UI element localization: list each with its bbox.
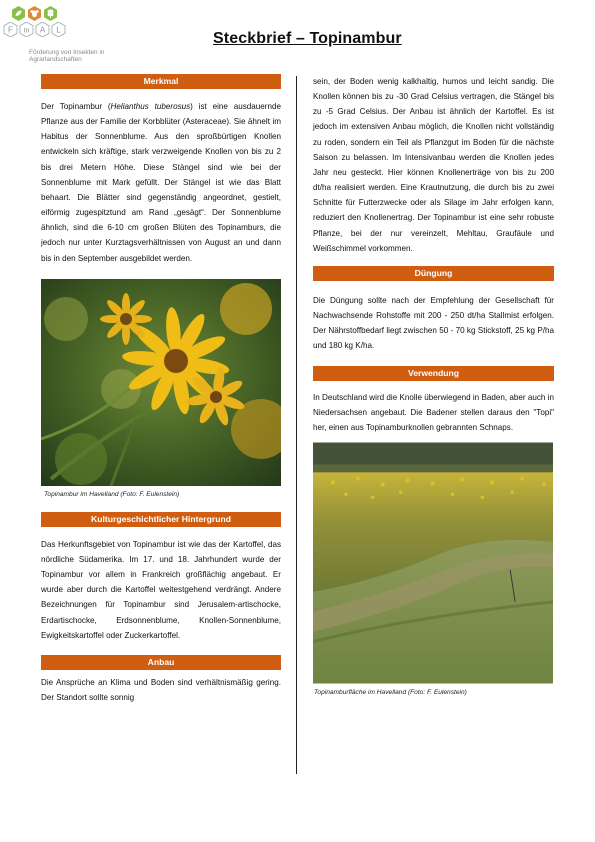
svg-text:In: In <box>23 27 30 35</box>
photo-field <box>313 442 554 684</box>
bee-icon <box>27 6 42 21</box>
topinambur-flower-image <box>41 279 281 486</box>
page-title: Steckbrief – Topinambur <box>213 30 402 47</box>
logo-letter-in <box>19 22 34 37</box>
photo-caption-flower: Topinambur im Havelland (Foto: F. Eulenstein) <box>44 490 180 498</box>
section-header-anbau: Anbau <box>41 655 281 670</box>
latin-name: Helianthus tuberosus <box>110 102 191 111</box>
column-divider <box>296 76 297 774</box>
svg-text:A: A <box>39 25 46 35</box>
section-text-anbau-left: Die Ansprüche an Klima und Boden sind verhältnismäßig gering. Der Standort sollte sonnig <box>41 677 281 702</box>
left-column <box>41 74 281 705</box>
section-text-duengung: Die Düngung sollte nach der Empfehlung der Gesellschaft für Nachwachsende Rohstoffe mit 200 - 250 dt/ha Stallmist erfolgen. Der Nährstoffbedarf liegt zwischen 50 - 70 kg Stickstoff, 25 kg P/ha und 180 kg K/ha. <box>313 295 554 351</box>
section-text-anbau-right: sein, der Boden wenig kalkhaltig, humos und leicht sandig. Die Knollen können bis zu -30 Grad Celsius vertragen, die Stängel bis zu -5 Grad Celsius. Der Anbau ist ähnlich der Kartoffel. Es ist jedoch im extensiven Anbau möglich, die Knollen nicht vollständig zu roden, sondern ein Teil als Pflanzgut im Boden für die nächste Saison zu belassen. Im Intensivanbau werden die Knollen jedes Jahr neu gesteckt. Hier können Knollenerträge von bis zu 200 dt/ha realisiert werden. Eine Krautnutzung, die durch bis zu zwei Schnitte für Futterzwecke oder als Silage im Jahr erfolgen kann, reduziert den Knollenertrag. Der Topinambur ist eine sehr robuste Pflanze, bei der nur vereinzelt, Mehltau, Graufäule und Weißschimmel vorkommen. <box>313 77 554 253</box>
svg-text:L: L <box>56 25 61 35</box>
svg-text:F: F <box>8 25 13 35</box>
photo-caption-field: Topinamburfläche im Havelland (Foto: F. Eulenstein) <box>314 688 467 696</box>
section-header-duengung: Düngung <box>313 266 554 281</box>
section-header-hintergrund: Kulturgeschichtlicher Hintergrund <box>41 512 281 527</box>
finanl-logo <box>8 6 118 62</box>
logo-tagline: Förderung von Insekten in Agrarlandschaften <box>29 49 105 63</box>
section-header-merkmal: Merkmal <box>41 74 281 89</box>
right-column <box>313 74 554 696</box>
leaf-icon <box>11 6 26 21</box>
logo-letter-f <box>3 22 18 37</box>
section-header-verwendung: Verwendung <box>313 366 554 381</box>
logo-letter-a <box>35 22 50 37</box>
logo-letter-l <box>51 22 66 37</box>
section-text-verwendung: In Deutschland wird die Knolle überwiegend in Baden, aber auch in Niedersachsen angebaut. Die Badener stellen daraus den "Topi" her, einen aus Topinamburknollen gebrannten Schnaps. <box>313 392 554 432</box>
section-text-merkmal: Der Topinambur (Helianthus tuberosus) ist eine ausdauernde Pflanze aus der Familie der Korbblüter (Asteraceae). Sie ähnelt im Habitus der Sonnenblume. Aus den sproßbürtigen Knollen entwickeln sich kräftige, stark verzweigende Knollen von bis zu 2 bis drei Metern Höhe. Diese Stängel sind wie bei der Sonnenblume mit Mark gefüllt. Der Stängel ist wie das Blatt behaart. Die Blätter sind gegenständig angeordnet, gestielt, eiförmig zugespitztund am Rand „gesägt“. Der Sonnenblume ähnlich, sind die 6-10 cm großen Blüten des Topinamburs, die jedoch nur unter Kurztagsverhältnissen von August an und dann bis in den September ausgebildet werden. <box>41 102 281 263</box>
wheat-icon <box>43 6 58 21</box>
section-text-hintergrund: Das Herkunftsgebiet von Topinambur ist wie das der Kartoffel, das nördliche Südamerika. Im 17. und 18. Jahrhundert wurde der Topinambur vor allem in Frankreich großflächig angebaut. Er wurde aber durch die Kartoffel weitestgehend verdrängt. Andere Bezeichnungen für Topinambur sind Jerusalem-artischocke, Erdartischocke, Erdsonnenblume, Knollen-Sonnenblume, Ewigkeitskartoffel oder Zuckerkartoffel. <box>41 539 281 640</box>
topinambur-field-image <box>313 442 553 684</box>
photo-flower <box>41 279 281 486</box>
